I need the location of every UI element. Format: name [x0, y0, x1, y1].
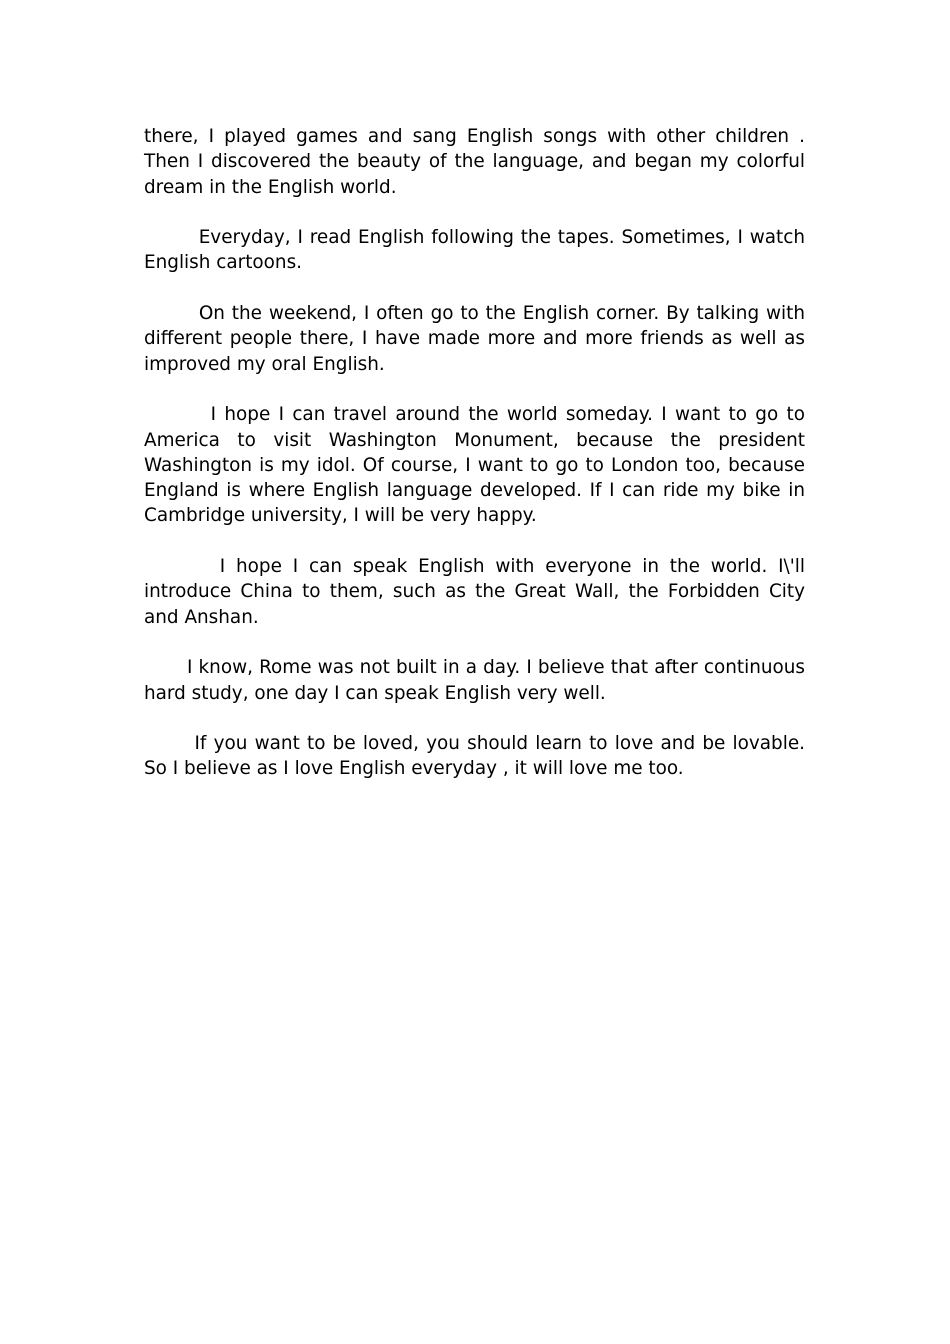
paragraph-6: I know, Rome was not built in a day. I believe that after continuous hard study, one day I can speak English very well. [144, 657, 811, 704]
paragraph-3: On the weekend, I often go to the English corner. By talking with different people there, I have made more and more friends as well as improved my oral English. [144, 303, 811, 375]
paragraph-7: If you want to be loved, you should learn to love and be lovable. So I believe as I love English everyday , it will love me too. [144, 733, 811, 780]
paragraph-1: there, I played games and sang English songs with other children . Then I discovered the beauty of the language, and began my colorful dream in the English world. [144, 126, 811, 198]
paragraph-5: I hope I can speak English with everyone in the world. I\'ll introduce China to them, such as the Great Wall, the Forbidden City and Anshan. [144, 556, 811, 628]
paragraph-2: Everyday, I read English following the tapes. Sometimes, I watch English cartoons. [144, 227, 811, 274]
document-page [144, 124, 811, 807]
paragraph-4: I hope I can travel around the world someday. I want to go to America to visit Washington Monument, because the president Washington is my idol. Of course, I want to go to London too, because England is where English language developed. If I can ride my bike in Cambridge university, I will be very happy. [144, 404, 811, 527]
